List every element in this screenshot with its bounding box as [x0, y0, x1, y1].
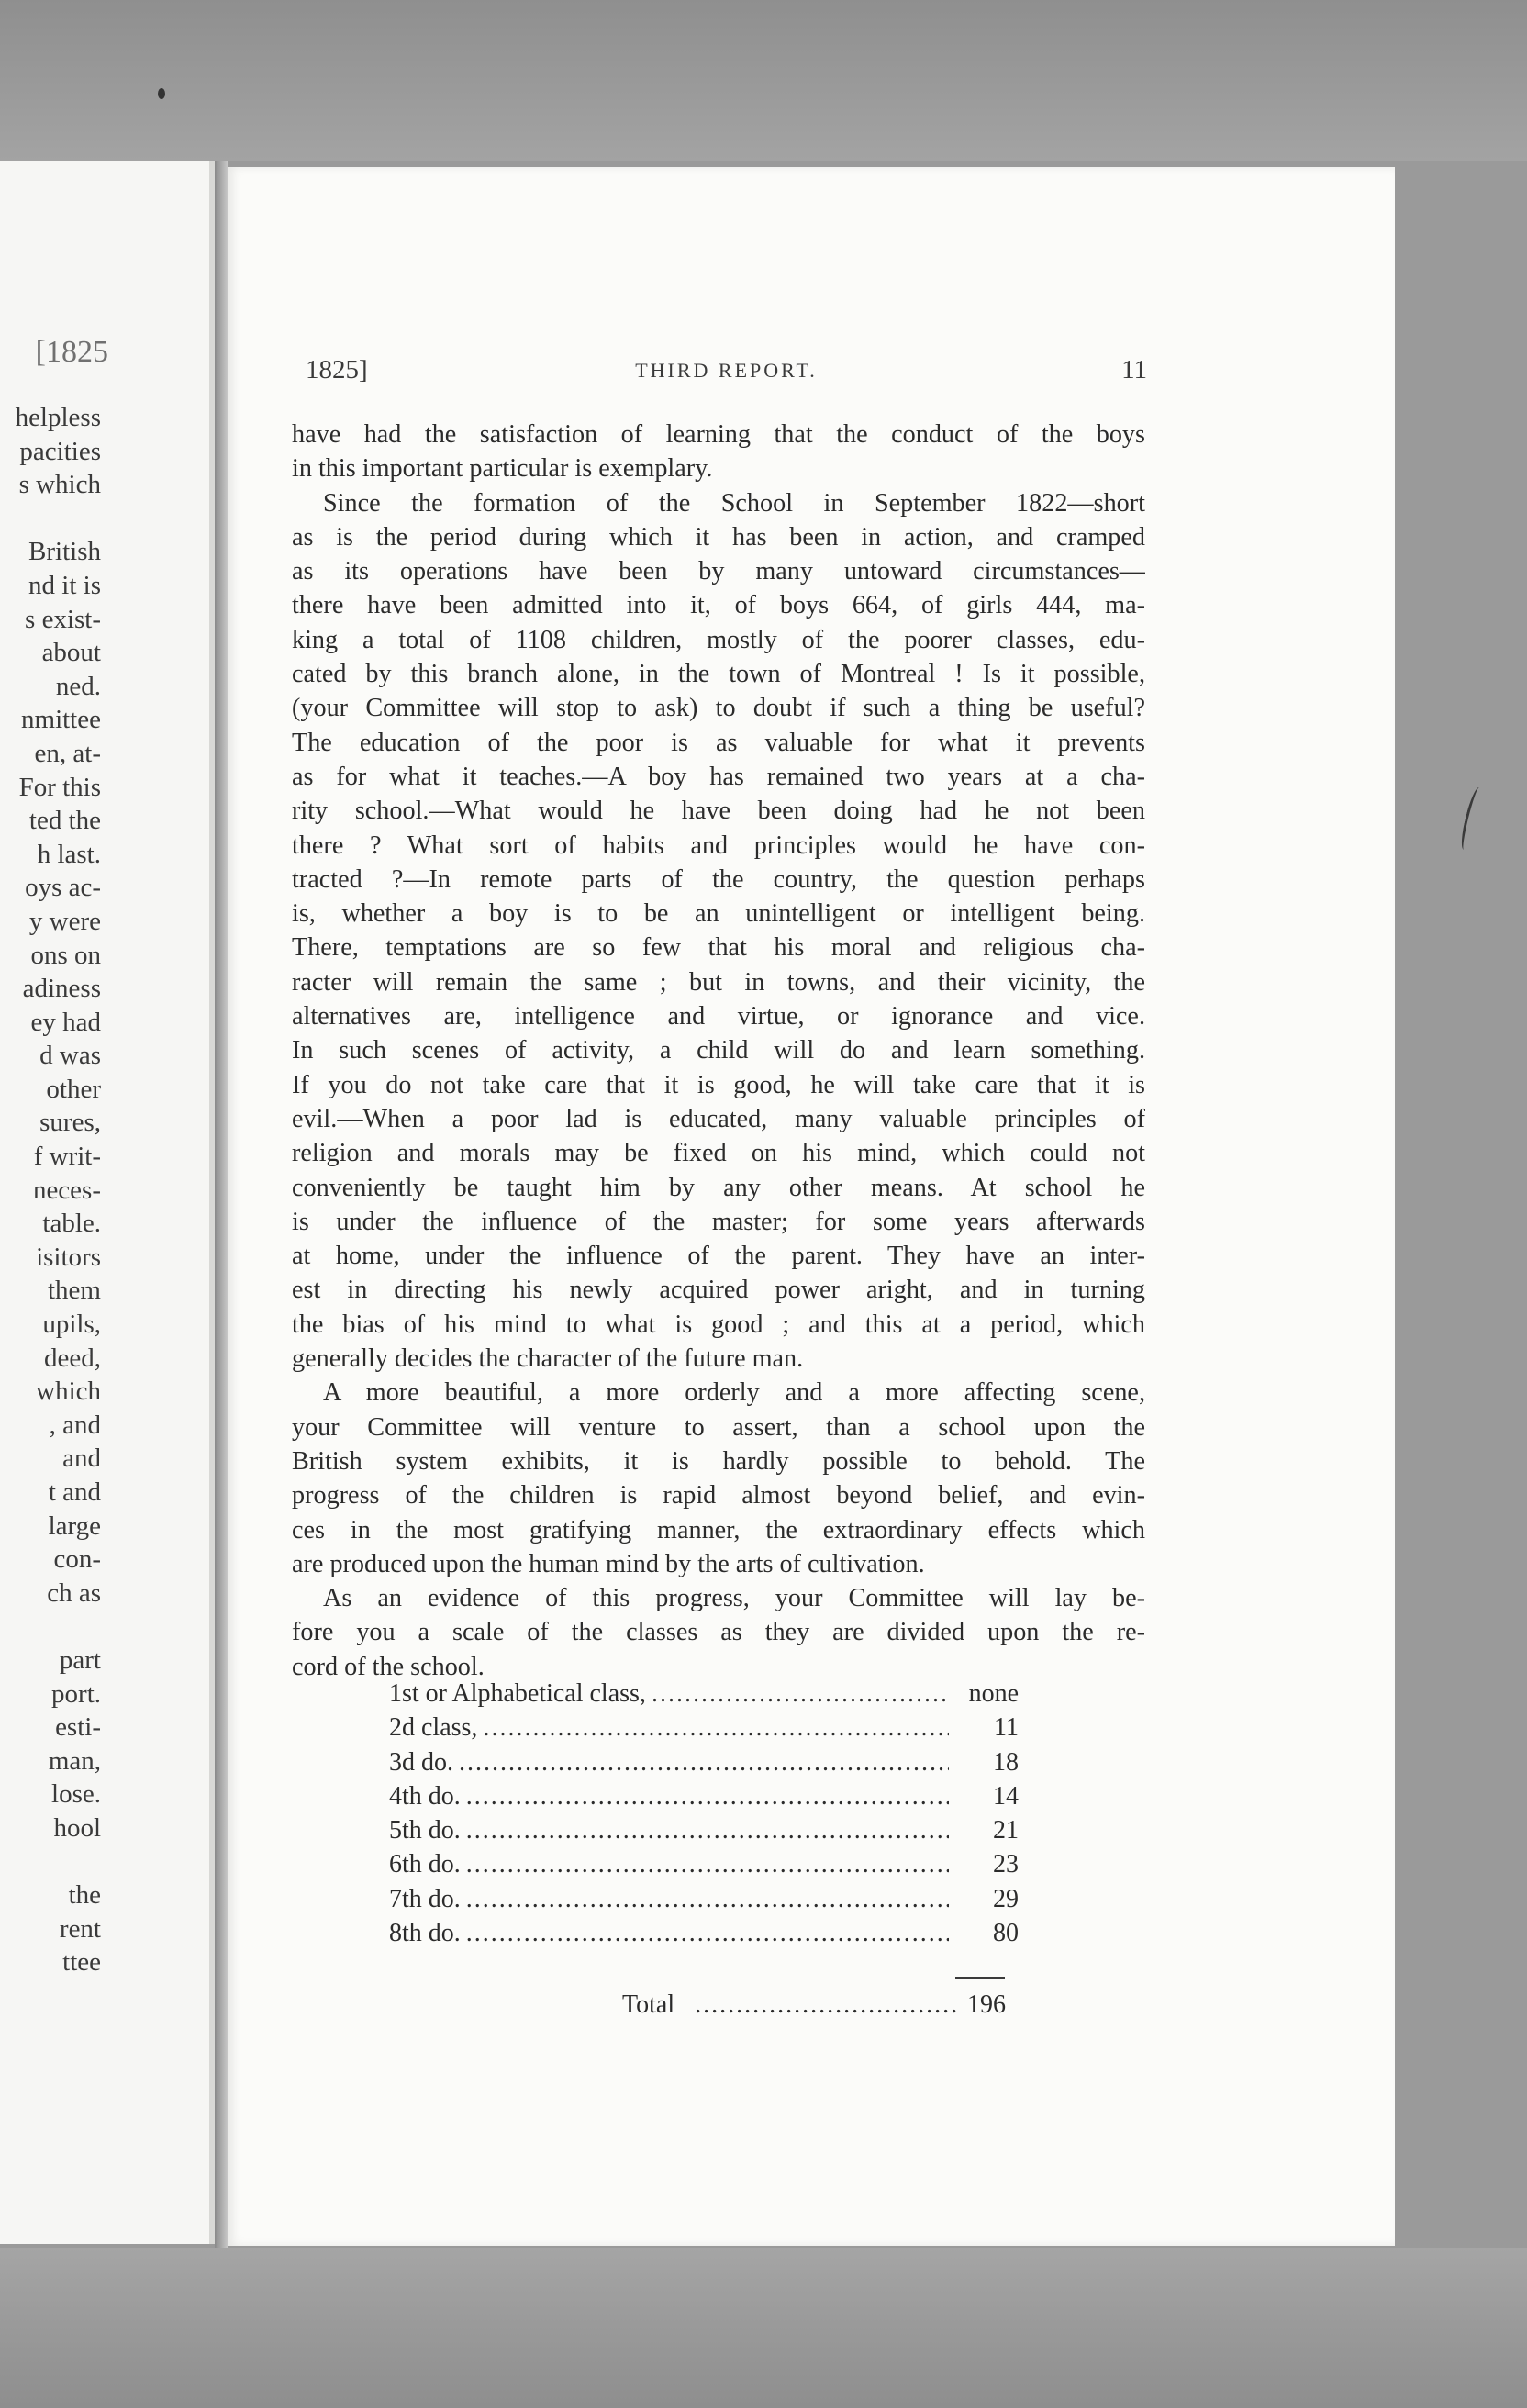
dot-leader — [483, 1711, 949, 1745]
text-line: If you do not take care that it is good, he will take care that it is — [292, 1070, 1145, 1099]
previous-page-line: h last. — [37, 839, 101, 869]
paragraph — [292, 1376, 1145, 1581]
previous-page-text — [16, 401, 101, 1979]
text-line: there ? What sort of habits and principles would he have con- — [292, 831, 1145, 860]
previous-page-line: and — [62, 1444, 101, 1474]
class-row — [389, 1711, 1019, 1745]
text-line: as its operations have been by many untoward circumstances— — [292, 557, 1145, 586]
dot-leader — [466, 1813, 949, 1847]
previous-page-line — [16, 1845, 101, 1879]
text-line: cord of the school. — [292, 1652, 485, 1681]
text-line: rity school.—What would he have been doing had he not been — [292, 797, 1145, 826]
class-count: 80 — [993, 1919, 1019, 1948]
previous-page-line: neces- — [32, 1175, 101, 1205]
previous-page-line — [16, 1610, 101, 1644]
class-row — [389, 1847, 1019, 1881]
previous-page-line: table. — [42, 1209, 101, 1239]
text-line: have had the satisfaction of learning that the conduct of the boys — [292, 420, 1145, 449]
book-gutter — [215, 161, 228, 2248]
text-line: in this important particular is exemplary. — [292, 454, 713, 484]
text-line: There, temptations are so few that his moral and religious cha- — [292, 933, 1145, 963]
previous-page-line: oys ac- — [25, 873, 101, 903]
previous-page-line: the — [68, 1880, 101, 1911]
previous-page-line — [16, 502, 101, 536]
previous-page-line: other — [46, 1074, 101, 1104]
total-count: 196 — [967, 1990, 1006, 2019]
class-label: 5th do. — [389, 1816, 461, 1845]
previous-page-edge — [0, 161, 215, 2244]
scan-background-bottom — [0, 2248, 1527, 2408]
class-row — [389, 1882, 1019, 1916]
text-line: generally decides the character of the future man. — [292, 1344, 804, 1374]
class-label: 3d do. — [389, 1747, 453, 1777]
previous-page-line: adiness — [22, 974, 101, 1004]
previous-page-line: port. — [51, 1678, 101, 1709]
class-count: 18 — [993, 1747, 1019, 1777]
previous-page-line: d was — [39, 1041, 101, 1071]
previous-page-line: sures, — [39, 1108, 101, 1138]
class-row — [389, 1916, 1019, 1950]
previous-page-line: man, — [48, 1745, 101, 1776]
text-line: your Committee will venture to assert, than a school upon the — [292, 1412, 1145, 1442]
class-label: 6th do. — [389, 1850, 461, 1879]
paragraph — [292, 418, 1145, 486]
previous-page-line: part — [59, 1644, 101, 1675]
dot-leader — [466, 1779, 949, 1813]
class-row — [389, 1745, 1019, 1779]
class-row — [389, 1779, 1019, 1813]
dot-leader — [466, 1916, 949, 1950]
text-line: religion and morals may be fixed on his mind, which could not — [292, 1139, 1145, 1168]
class-label: 2d class, — [389, 1713, 478, 1743]
running-head-title: THIRD REPORT. — [635, 359, 818, 382]
previous-page-line: them — [48, 1276, 101, 1306]
text-line: est in directing his newly acquired power aright, and in turning — [292, 1276, 1145, 1305]
previous-page-line: s exist- — [25, 604, 101, 634]
text-line: king a total of 1108 children, mostly of the poorer classes, edu- — [292, 625, 1145, 654]
class-label: 8th do. — [389, 1919, 461, 1948]
class-label: 7th do. — [389, 1884, 461, 1913]
dot-leader — [466, 1847, 949, 1881]
text-line: is, whether a boy is to be an unintelligent or intelligent being. — [292, 899, 1145, 929]
previous-page-line: f writ- — [33, 1142, 101, 1172]
margin-mark — [1458, 786, 1486, 851]
previous-page-line: hool — [53, 1812, 101, 1843]
class-count: 21 — [993, 1816, 1019, 1845]
previous-page-line: rent — [59, 1913, 101, 1944]
class-count: none — [968, 1679, 1019, 1708]
text-line: are produced upon the human mind by the arts of cultivation. — [292, 1549, 925, 1578]
text-line: the bias of his mind to what is good ; and this at a period, which — [292, 1310, 1145, 1339]
class-scale-table — [389, 1677, 1019, 1950]
previous-page-line: ttee — [62, 1947, 101, 1978]
previous-page-line: ey had — [30, 1007, 101, 1037]
class-row — [389, 1677, 1019, 1711]
class-row — [389, 1813, 1019, 1847]
previous-page-line: about — [41, 638, 101, 668]
dot-leader — [652, 1677, 949, 1711]
previous-page-line: , and — [49, 1410, 101, 1440]
previous-page-line: y were — [28, 906, 101, 936]
page-number: 11 — [1121, 355, 1147, 385]
text-line: fore you a scale of the classes as they are divided upon the re- — [292, 1618, 1145, 1647]
scan-background-top — [0, 0, 1527, 161]
text-line: British system exhibits, it is hardly possible to behold. The — [292, 1446, 1145, 1476]
text-line: As an evidence of this progress, your Committee will lay be- — [323, 1584, 1145, 1613]
dot-leader — [459, 1745, 949, 1779]
previous-page-header: [1825 — [35, 335, 108, 369]
text-line: tracted ?—In remote parts of the country, the question perhaps — [292, 864, 1145, 894]
text-line: evil.—When a poor lad is educated, many valuable principles of — [292, 1104, 1145, 1133]
text-line: at home, under the influence of the parent. They have an inter- — [292, 1242, 1145, 1271]
text-line: cated by this branch alone, in the town of Montreal ! Is it possible, — [292, 660, 1145, 689]
dot-leader — [466, 1882, 949, 1916]
previous-page-line: ted the — [28, 806, 101, 836]
total-label: Total — [622, 1990, 675, 2019]
previous-page-line: helpless — [15, 403, 101, 432]
text-line: conveniently be taught him by any other means. At school he — [292, 1173, 1145, 1202]
previous-page-line: British — [28, 537, 101, 567]
running-head-year: 1825] — [306, 355, 368, 385]
class-label: 1st or Alphabetical class, — [389, 1679, 646, 1708]
previous-page-line: isitors — [36, 1242, 101, 1272]
text-line: as is the period during which it has been in action, and cramped — [292, 522, 1145, 552]
previous-page-line: large — [48, 1511, 101, 1541]
class-count: 11 — [994, 1713, 1019, 1743]
text-line: is under the influence of the master; for some years afterwards — [292, 1207, 1145, 1236]
class-count: 29 — [993, 1884, 1019, 1913]
previous-page-line: ons on — [30, 940, 101, 970]
running-head — [306, 355, 1147, 392]
text-line: A more beautiful, a more orderly and a more affecting scene, — [323, 1378, 1145, 1408]
total-rule — [955, 1977, 1005, 1979]
class-count: 23 — [993, 1850, 1019, 1879]
text-line: ces in the most gratifying manner, the extraordinary effects which — [292, 1515, 1145, 1544]
text-line: Since the formation of the School in September 1822—short — [323, 488, 1145, 518]
class-count: 14 — [993, 1781, 1019, 1811]
paragraph — [292, 1581, 1145, 1684]
text-line: progress of the children is rapid almost beyond belief, and evin- — [292, 1481, 1145, 1511]
previous-page-line: For this — [18, 772, 101, 802]
previous-page-line: s which — [18, 470, 101, 500]
previous-page-line: deed, — [44, 1343, 101, 1373]
previous-page-line: nmittee — [21, 705, 101, 735]
class-label: 4th do. — [389, 1781, 461, 1811]
report-body-text — [292, 418, 1145, 1684]
text-line: racter will remain the same ; but in towns, and their vicinity, the — [292, 967, 1145, 997]
previous-page-line: ned. — [55, 671, 101, 701]
text-line: The education of the poor is as valuable for what it prevents — [292, 728, 1145, 757]
previous-page-line: con- — [53, 1544, 101, 1575]
previous-page-line: which — [36, 1377, 101, 1407]
text-line: as for what it teaches.—A boy has remained two years at a cha- — [292, 762, 1145, 791]
previous-page-line: pacities — [19, 436, 101, 466]
previous-page-line: nd it is — [28, 570, 101, 600]
scan-speck — [158, 88, 165, 99]
previous-page-line: esti- — [55, 1712, 101, 1743]
text-line: alternatives are, intelligence and virtue, or ignorance and vice. — [292, 1002, 1145, 1031]
class-scale-total — [622, 1990, 1006, 2020]
previous-page-line: en, at- — [34, 738, 101, 768]
previous-page-line: t and — [48, 1477, 101, 1507]
text-line: there have been admitted into it, of boys 664, of girls 444, ma- — [292, 591, 1145, 620]
text-line: In such scenes of activity, a child will do and learn something. — [292, 1036, 1145, 1065]
previous-page-line: ch as — [47, 1577, 101, 1608]
previous-page-line: upils, — [42, 1310, 101, 1340]
previous-page-line: lose. — [51, 1779, 101, 1810]
text-line: (your Committee will stop to ask) to doubt if such a thing be useful? — [292, 694, 1145, 723]
dot-leader — [695, 1990, 958, 2020]
paragraph — [292, 486, 1145, 1377]
